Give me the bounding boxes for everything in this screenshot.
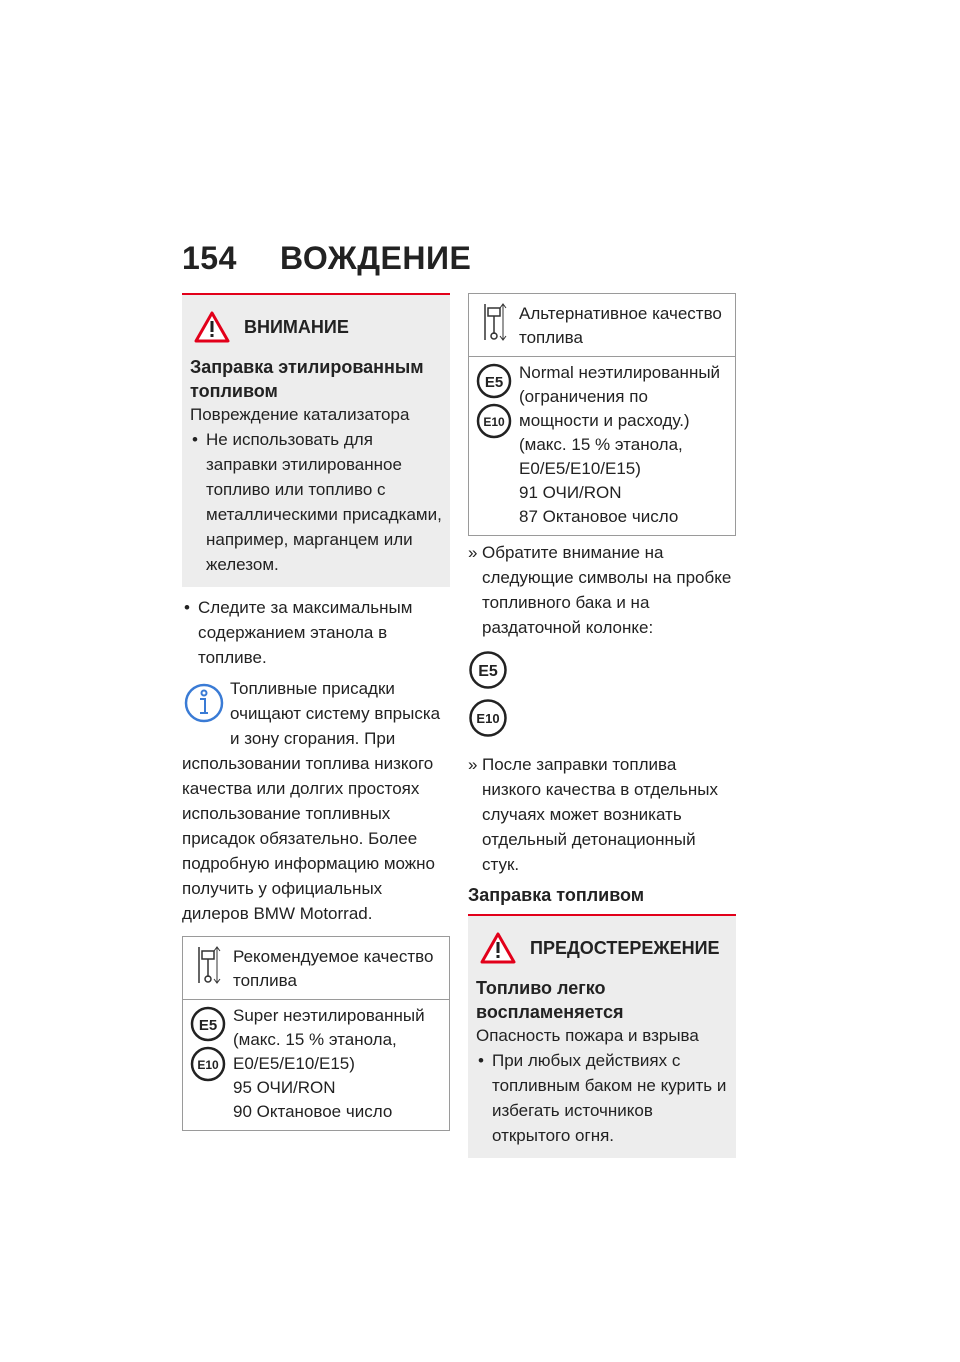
warning-title: ВНИМАНИЕ [244,316,349,337]
e10-badge-icon [190,1046,226,1082]
instruction-step: » После заправки топлива низкого качества в отдельных случаях может возникать отдельный детонационный стук. [468,752,736,877]
spec-line: 87 Октановое число [519,507,679,526]
caution-text: Опасность пожара и взрыва [476,1026,699,1045]
caution-box [468,914,736,1158]
fuel-symbols [468,650,736,738]
svg-text:E5: E5 [484,374,504,391]
left-column [182,293,450,1131]
right-column [468,293,736,1158]
alternative-fuel-spec [519,357,735,535]
recommended-fuel-spec [233,1000,449,1130]
svg-text:E10: E10 [476,711,500,726]
warning-bullet: • Не использовать для заправки этилированное топливо или топливо с металлическими присадками, например, марганцем или железом. [190,427,442,577]
e10-symbol-icon [468,698,508,738]
alternative-fuel-table [468,293,736,536]
e10-badge-icon [476,403,512,439]
recommended-fuel-table [182,936,450,1131]
e5-symbol-icon [468,650,508,690]
caution-subtitle: Топливо легко воспламеняется [476,978,624,1022]
ethanol-bullet: • Следите за максимальным содержанием этанола в топливе. [182,595,450,670]
caution-header [480,928,728,968]
svg-text:E5: E5 [478,663,498,680]
info-icon [182,678,226,728]
fuel-pump-icon [479,300,509,344]
section-title: Заправка топливом [468,885,645,905]
warning-triangle-icon [194,311,230,343]
svg-text:E10: E10 [483,415,505,429]
fuel-pump-icon [193,943,223,987]
recommended-fuel-label: Рекомендуемое качество топлива [233,947,434,990]
spec-line: (макс. 15 % этанола, [233,1030,397,1049]
spec-line: 90 Октановое число [233,1102,393,1121]
spec-line: 91 ОЧИ/RON [519,483,622,502]
warning-subtitle: Заправка этилированным топливом [190,357,424,401]
alternative-fuel-label: Альтернативное качество топлива [519,304,722,347]
info-text: Топливные присадки очищают систему впрыска и зону сгорания. При использовании топлива низкого качества или долгих простоях использование топливных присадок обязательно. Более подробную информацию можно получить у официальных дилеров BMW Motorrad. [182,679,441,923]
caution-title: ПРЕДОСТЕРЕЖЕНИЕ [530,937,720,958]
warning-header [194,307,442,347]
fuel-table-data-row [183,1000,449,1130]
fuel-table-data-row [469,357,735,535]
e5-badge-icon [476,363,512,399]
e5-badge-icon [190,1006,226,1042]
warning-box [182,293,450,587]
caution-bullet: • При любых действиях с топливным баком не курить и избегать источников открытого огня. [476,1048,728,1148]
spec-line: (макс. 15 % этанола, [519,435,683,454]
spec-line: E0/E5/E10/E15) [519,459,641,478]
warning-text: Повреждение катализатора [190,405,410,424]
page-header [182,240,471,277]
spec-line: E0/E5/E10/E15) [233,1054,355,1073]
fuel-table-header-row [469,294,735,357]
caution-triangle-icon [480,932,516,964]
svg-text:E5: E5 [198,1017,218,1034]
spec-line: Normal неэтилированный (ограничения по мощности и расходу.) [519,363,721,430]
spec-line: Super неэтилированный [233,1006,425,1025]
instruction-step: » Обратите внимание на следующие символы на пробке топливного бака и на раздаточной колонке: [468,540,736,640]
fuel-table-header-row [183,937,449,1000]
page-title: ВОЖДЕНИЕ [280,240,472,276]
svg-text:E10: E10 [197,1058,219,1072]
info-block [182,676,450,926]
page-number: 154 [182,240,237,276]
spec-line: 95 ОЧИ/RON [233,1078,336,1097]
